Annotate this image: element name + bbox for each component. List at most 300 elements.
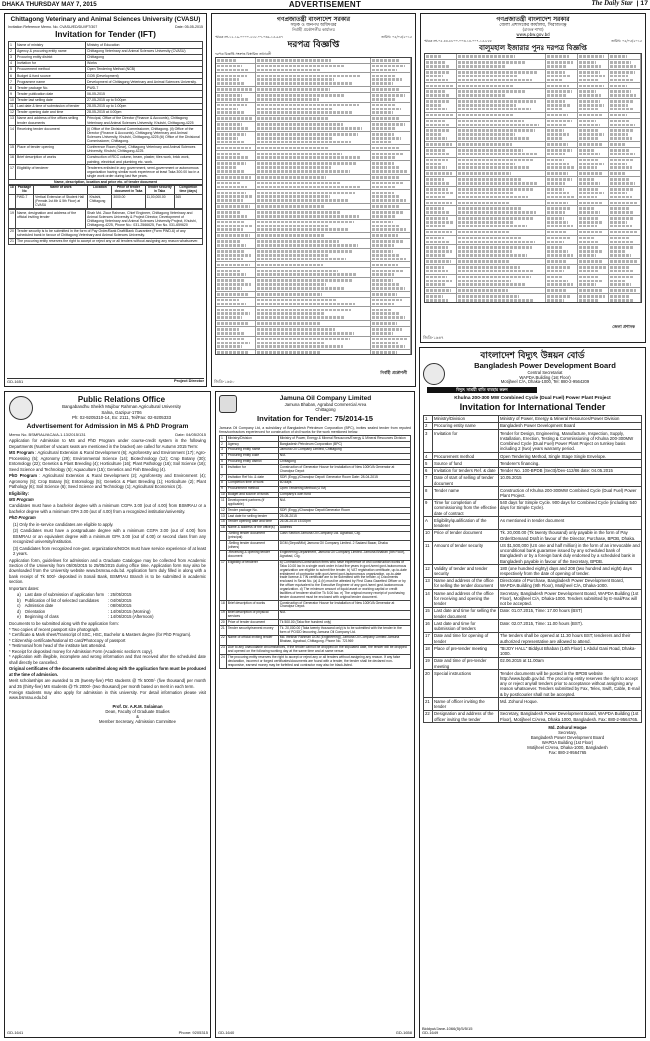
jamuna-value: Open Tendering Method (OTM) (278, 486, 410, 492)
grid-cell (578, 216, 610, 229)
pkg-head-cell: Package No (15, 185, 34, 195)
filler-line (372, 88, 400, 91)
grid-cell (546, 83, 578, 88)
grid-row (216, 190, 411, 204)
bpdb-value: Directorate of Purchase, Bangladesh Power Development Board, WAPDA Building (9th Floor), Motijheel C/A, Dhaka-1000. (499, 577, 642, 589)
filler-line (217, 75, 247, 78)
filler-line (217, 240, 240, 243)
bpdb-label: Procuring entity name (433, 422, 499, 429)
filler-line (217, 342, 250, 345)
jamuna-no: 3 (220, 447, 227, 453)
filler-line (217, 205, 250, 208)
grid-cell (578, 177, 610, 186)
grid-cell (578, 245, 610, 258)
filler-line (547, 192, 569, 195)
filler-line (579, 283, 597, 286)
grid-cell (425, 230, 457, 235)
filler-line (257, 65, 345, 68)
grid-cell (578, 206, 610, 215)
filler-line (257, 215, 359, 218)
bpdb-value: The tenders shall be opened at 11.30 hours BST; tenderers and their authorized representative are allowed to attend. (499, 632, 642, 644)
grid-cell (546, 275, 578, 288)
filler-line (458, 237, 521, 240)
date-cell: e) (17, 614, 21, 620)
grid-cell (546, 54, 578, 59)
dates-heading: Important dates: (9, 585, 40, 591)
grid-cell (578, 89, 610, 98)
filler-line (217, 316, 242, 319)
grid-cell (425, 236, 457, 245)
filler-line (579, 221, 604, 224)
bpdb-table (423, 415, 642, 724)
cvasu-row (9, 165, 203, 179)
bpdb-no: 2 (424, 422, 433, 429)
filler-line (547, 55, 569, 58)
filler-line (610, 75, 628, 78)
jamuna-label: Price of tender document (226, 620, 278, 626)
filler-line (372, 98, 397, 101)
bsmrau-addr: Salna, Gazipur-1706 (101, 409, 142, 415)
filler-line (547, 129, 565, 132)
jamuna-value: N/A (278, 498, 410, 508)
bpdb-label: Last date and time for selling the tender document (433, 607, 499, 619)
grid-cell (216, 220, 256, 233)
filler-line (426, 104, 442, 107)
jamuna-head-text (240, 395, 411, 413)
jamuna-no (220, 541, 227, 551)
cvasu-value: 06-05-2015 (86, 91, 203, 97)
bpdb-no: 18 (424, 645, 433, 657)
filler-line (217, 137, 238, 140)
bpdb-row (424, 590, 642, 608)
filler-line (257, 111, 352, 114)
grid-cell (578, 60, 610, 69)
bpdb-label: Eligibility/qualification of the tenderer (433, 517, 499, 529)
filler-line (579, 217, 599, 220)
grid-cell (216, 327, 256, 336)
filler-line (579, 280, 603, 283)
cvasu2-row (9, 228, 203, 238)
grid-cell (371, 220, 411, 233)
jamuna-no: 19 (220, 610, 227, 620)
jamuna-label: Eligibility of tenderer (226, 560, 278, 600)
grid-cell (609, 294, 641, 303)
grid-cell (216, 278, 256, 291)
jamuna-no: 12 (221, 507, 225, 512)
cvasu2-value: Shah Md. Ziaur Rahman, Chief Engineer, Chittagong Veterinary and Animal Sciences University & Project Director, Development of Chittagong Veterinary and Animal Sciences University Project, Khulshi, Chittagong-4225, Phone No.: 031-2566625, Fax No. 031-659620 (86, 210, 203, 229)
filler-line (217, 108, 238, 111)
bpdb-label: Date of start of selling of tender document (433, 474, 499, 486)
cvasu-value: PWD-7 (86, 85, 203, 91)
filler-line (547, 289, 567, 292)
cvasu-pkg-caption: Name, description, location and price etc. of tender document (8, 180, 203, 185)
cvasu-label: Budget & fund source (16, 73, 86, 79)
grid-cell (371, 151, 411, 160)
grid-cell (371, 292, 411, 297)
bpdb-gd: GD-1649 (422, 1030, 439, 1036)
filler-line (217, 250, 245, 253)
grid-cell (457, 177, 546, 186)
gov2-table (424, 53, 642, 303)
gov1-govt: গণপ্রজাতন্ত্রী বাংলাদেশ সরকার (276, 16, 351, 23)
bpdb-value: Date: 02.07.2015, Time: 11.00 hours (BST). (499, 620, 642, 632)
filler-line (579, 120, 596, 123)
filler-line (217, 293, 249, 296)
grid-cell (256, 307, 371, 320)
filler-line (426, 241, 449, 244)
filler-line (372, 75, 395, 78)
filler-line (217, 123, 242, 126)
jamuna-no: 5 (220, 459, 227, 465)
grid-cell (256, 190, 371, 203)
filler-line (426, 100, 449, 103)
jamuna-value: Tk. 20,000.00 (Taka twenty thousand only) is to be submitted with the tender in the form of PO/DD favouring Jamuna Oil Company Ltd. (278, 626, 410, 636)
filler-line (217, 153, 241, 156)
filler-line (610, 241, 634, 244)
grid-cell (256, 103, 371, 116)
pkg-cell: Khulshi, Chittagong (88, 195, 112, 209)
date-cell: b) (17, 597, 21, 603)
filler-line (547, 217, 564, 220)
cvasu-row (9, 154, 203, 164)
bpdb-label: Procurement method (433, 453, 499, 460)
filler-line (579, 225, 597, 228)
bpdb-row (424, 487, 642, 499)
filler-line (426, 182, 449, 185)
gov2-sign: জেলা প্রশাসক (612, 324, 635, 330)
jamuna-label: Tender security/earnest money (226, 626, 278, 636)
jamuna-value: SDR (Engg.)/Chandpur Depot/Generator Room (278, 508, 410, 514)
grid-row (216, 93, 411, 103)
filler-line (547, 172, 568, 175)
filler-line (257, 141, 351, 144)
filler-line (217, 65, 242, 68)
grid-cell (256, 87, 371, 92)
cvasu-date: Date: 05-05-2015 (175, 25, 203, 30)
bpdb-value: "BIJOY HALL" Biddyut Bhaban (14th Floor) 1 Abdul Gani Road, Dhaka-1000. (499, 645, 642, 657)
filler-line (458, 182, 537, 185)
grid-cell (609, 148, 641, 157)
filler-line (458, 211, 536, 214)
filler-line (579, 237, 595, 240)
jamuna-value: Tk 500.00 (Taka five hundred only) (278, 620, 410, 626)
grid-cell (609, 259, 641, 264)
grid-row (216, 73, 411, 87)
filler-line (579, 260, 602, 263)
filler-line (610, 250, 626, 253)
grid-cell (425, 265, 457, 274)
grid-row (216, 278, 411, 292)
filler-line (372, 170, 407, 173)
gov2-office: জেলা প্রশাসকের কার্যালয়, সিরাজগঞ্জ (499, 23, 567, 29)
bsmrau-phd-list (9, 473, 206, 489)
jamuna-gd: GD-1640 (218, 1030, 235, 1036)
grid-row (216, 151, 411, 161)
filler-line (257, 176, 326, 179)
grid-row (216, 337, 411, 351)
filler-line (426, 250, 452, 253)
filler-line (579, 61, 597, 64)
grid-cell (578, 148, 610, 157)
grid-cell (371, 64, 411, 73)
grid-cell (578, 187, 610, 200)
bpdb-value: Md. Zohurul Hoque. (499, 698, 642, 710)
grid-cell (546, 216, 578, 229)
grid-cell (609, 216, 641, 229)
filler-line (458, 75, 517, 78)
bpdb-row (424, 453, 642, 460)
bpdb-row (424, 499, 642, 517)
filler-line (372, 133, 395, 136)
filler-line (217, 147, 251, 150)
jamuna-no: 6 (220, 465, 227, 475)
filler-line (579, 149, 596, 152)
grid-cell (578, 54, 610, 59)
filler-line (579, 143, 603, 146)
bpdb-no: 12 (424, 565, 433, 577)
filler-line (217, 127, 248, 130)
filler-line (458, 55, 515, 58)
filler-line (372, 94, 405, 97)
jamuna-head (219, 395, 411, 413)
ms-label: MS Program (9, 450, 34, 456)
cvasu-no: 12 (10, 110, 14, 115)
filler-line (610, 133, 627, 136)
grid-cell (546, 245, 578, 258)
grid-row (216, 298, 411, 308)
cvasu-no: 14 (9, 126, 16, 145)
grid-cell (457, 288, 546, 293)
grid-cell (256, 175, 371, 180)
jamuna-value: Construction of Generator House for Installation of New 100KVA Generator at Chandpur Depot. (278, 601, 410, 611)
filler-line (372, 303, 394, 306)
bsmrau-body (9, 438, 206, 700)
grid-cell (425, 128, 457, 141)
bpdb-row (424, 698, 642, 710)
filler-line (217, 111, 245, 114)
cvasu-label: Name of ministry (16, 42, 86, 48)
grid-cell (371, 145, 411, 150)
filler-line (547, 61, 573, 64)
phd-label: PhD Program (9, 473, 37, 479)
grid-cell (256, 337, 371, 350)
gov2-ref: স্মারক নং-০৫.৪৪.৮৮০০.০০৩.১৪.০০৭.১৫-৮৫৮ (424, 38, 493, 43)
grid-cell (609, 60, 641, 69)
grid-cell (256, 58, 371, 63)
grid-cell (457, 158, 546, 171)
grid-row (216, 161, 411, 175)
filler-line (426, 71, 449, 74)
filler-line (610, 295, 628, 298)
filler-line (217, 59, 237, 62)
bpdb-no: 16 (424, 620, 433, 632)
filler-line (257, 316, 344, 319)
grid-cell (609, 288, 641, 293)
grid-cell (457, 294, 546, 303)
bsmrau-univ: Bangabandhu Sheikh Mujibur Rahman Agricultural University (62, 404, 181, 410)
filler-line (217, 133, 246, 136)
filler-line (217, 351, 249, 354)
filler-line (217, 270, 240, 273)
filler-line (610, 237, 629, 240)
filler-line (610, 85, 627, 88)
filler-line (426, 143, 452, 146)
filler-line (372, 328, 402, 331)
jamuna-no: 16 (221, 525, 225, 530)
filler-line (458, 254, 527, 257)
filler-line (372, 312, 399, 315)
grid-cell (578, 119, 610, 128)
bpdb-sig-titles (493, 731, 642, 756)
filler-line (257, 69, 319, 72)
bsmrau-memo: Memo No. BSMRAU/ACA/A-1.13/2015/131 (9, 431, 86, 437)
filler-line (458, 85, 514, 88)
jamuna-no: 24 (220, 655, 227, 669)
grid-row (216, 64, 411, 74)
cvasu-value: Chittagong Veterinary and Animal Sciences University (CVASU) (86, 48, 203, 54)
filler-line (579, 192, 604, 195)
filler-line (458, 133, 516, 136)
pkg-head-cell: Name of work (34, 185, 88, 195)
filler-line (257, 328, 335, 331)
filler-line (217, 156, 248, 159)
grid-cell (371, 307, 411, 320)
sig-name: Prof. Dr. A.R.M. Solaiman (112, 703, 163, 709)
grid-cell (457, 60, 546, 69)
filler-line (426, 124, 450, 127)
filler-line (610, 104, 628, 107)
filler-line (257, 195, 330, 198)
grid-cell (546, 200, 578, 205)
filler-line (426, 149, 445, 152)
filler-line (547, 124, 566, 127)
bpdb-no: 6 (424, 467, 433, 474)
filler-line (547, 137, 563, 140)
filler-line (372, 176, 399, 179)
bpdb-no: 20 (424, 670, 433, 698)
grid-cell (371, 87, 411, 92)
jamuna-value: Company's own fund (278, 492, 410, 498)
jamuna-label: Name & address of the office(s) (226, 525, 278, 531)
jamuna-no: 2 (220, 442, 227, 448)
cvasu-label: Tender package No. (16, 85, 86, 91)
cvasu-no: 1 (9, 42, 16, 48)
grid-row (425, 275, 641, 289)
filler-line (257, 303, 355, 306)
bpdb-no: 19 (424, 657, 433, 669)
cvasu-no: 17 (9, 165, 16, 179)
filler-line (217, 166, 237, 169)
filler-line (426, 295, 443, 298)
date-cell: a) (17, 592, 21, 598)
cvasu-row (9, 115, 203, 125)
bpdb-sec: Central Secretariat (527, 369, 563, 375)
jamuna-row (220, 645, 411, 655)
filler-line (217, 78, 239, 81)
filler-line (426, 85, 453, 88)
sig-title-1: Dean, Faculty of Graduate Studies (105, 708, 170, 714)
filler-line (257, 342, 324, 345)
grid-cell (216, 190, 256, 203)
filler-line (372, 117, 400, 120)
phd-elig-item: (2) Candidates must have a postgraduate degree with a minimum CGPA 3.00 (out of 4.00) from BSMRAU or an equivalent degree with a minimum GPA 3.00 (out of 4.00) or second class from any recognized university/institution. (13, 528, 206, 545)
grid-cell (546, 89, 578, 98)
bpdb-bn-name: বাংলাদেশ বিদ্যুৎ উন্নয়ন বোর্ড (480, 351, 585, 361)
gov2-web[interactable]: www.pbw.gov.bd (516, 32, 550, 38)
filler-line (426, 260, 451, 263)
grid-cell (371, 210, 411, 219)
grid-cell (371, 175, 411, 180)
grid-cell (425, 113, 457, 118)
filler-line (426, 221, 453, 224)
grid-cell (578, 99, 610, 112)
filler-line (372, 104, 395, 107)
grid-cell (425, 200, 457, 205)
bpdb-label: Name and address of the office for receiving and opening the tender (433, 590, 499, 608)
jamuna-no (220, 550, 227, 560)
date-cell: Last date of submission of application form (24, 592, 105, 598)
filler-line (372, 137, 401, 140)
filler-line (610, 90, 630, 93)
filler-line (547, 166, 574, 169)
filler-line (217, 186, 247, 189)
filler-line (547, 149, 572, 152)
grid-row (216, 122, 411, 132)
filler-line (217, 98, 248, 101)
filler-line (257, 273, 356, 276)
grid-cell (457, 245, 546, 258)
filler-line (458, 163, 515, 166)
jamuna-value: Engineering Department, Jamuna Oil Company Limited. Jamuna Bhaban (5th Floor), Agrabad, Ctg. (278, 550, 410, 560)
filler-line (372, 250, 393, 253)
pkg-head-cell: Location (88, 185, 112, 195)
bpdb-value: Construction of Khulna 200-300MW Combined Cycle (Dual Fuel) Power Plant Project. (499, 487, 642, 499)
grid-cell (578, 275, 610, 288)
bsmrau-head-text (37, 395, 206, 420)
bsmrau-memo-line (9, 433, 206, 438)
filler-line (372, 195, 400, 198)
filler-line (610, 260, 636, 263)
jamuna-label: Agency (226, 442, 278, 448)
grid-cell (609, 206, 641, 215)
jamuna-value: Bangladesh Petroleum Corporation (BPC) (278, 442, 410, 448)
grid-cell (578, 288, 610, 293)
date-cell: : 25/05/2015 (108, 592, 132, 598)
pkg-cell: PWD-7 (15, 195, 34, 209)
bpdb-name: Bangladesh Power Development Board (474, 360, 616, 370)
filler-line (257, 94, 344, 97)
filler-line (372, 123, 405, 126)
cvasu-no: 10 (10, 98, 14, 102)
roads-tender-ad (211, 13, 416, 387)
filler-line (257, 162, 356, 165)
jamuna-no: 8 (220, 480, 227, 486)
pkg-head-cell: Completion time (days) (174, 185, 203, 195)
cvasu2-row (9, 210, 203, 229)
grid-row (425, 294, 641, 303)
filler-line (547, 133, 569, 136)
phd-depts: : Agricultural Extension & Rural Development (2); Agroforestry and Environment (4); Agronomy (5); Crop Botany (5); Entomology (5); Genetics & Plant Breeding (1); Horticulture (2); Plant Pathology (6); Soil Science (6); Seed Science and Technology (1); Agricultural Economics (3). (9, 473, 206, 490)
filler-line (257, 192, 355, 195)
filler-line (458, 260, 509, 263)
date-cell: : 08/06/2015 (108, 603, 132, 609)
bpdb-no: 14 (424, 590, 433, 608)
bpdb-no: 8 (424, 487, 433, 499)
jamuna-label: Completion time of work (226, 480, 278, 486)
bpdb-no: 5 (424, 460, 433, 467)
grid-cell (371, 249, 411, 262)
filler-line (547, 163, 569, 166)
